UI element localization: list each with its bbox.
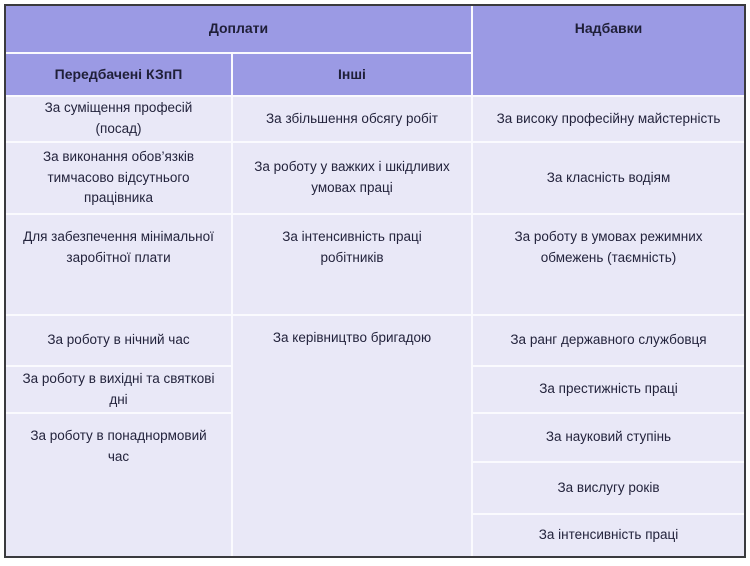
cell-kzpp-nichnyi-chas: За роботу в нічний час bbox=[6, 316, 231, 365]
header-nadbavky: Надбавки bbox=[473, 6, 744, 95]
header-doplaty: Доплати bbox=[6, 6, 471, 52]
cell-kzpp-vykhidni-sviatkovi: За роботу в вихідні та святкові дні bbox=[6, 367, 231, 412]
cell-inshi-zbilshennia-obsiahu: За збільшення обсягу робіт bbox=[233, 97, 471, 141]
cell-kzpp-vykonannia-oboviazkiv: За виконання обов’язків тимчасово відсутнього працівника bbox=[6, 143, 231, 213]
cell-nadbavky-maisternist: За високу професійну майстерність bbox=[473, 97, 744, 141]
cell-nadbavky-prestyzhnist: За престижність праці bbox=[473, 367, 744, 412]
cell-nadbavky-naukovyi-stupin: За науковий ступінь bbox=[473, 414, 744, 461]
cell-nadbavky-klasnist-vodiiam: За класність водіям bbox=[473, 143, 744, 213]
cell-inshi-kerivnytstvo-bryhadoiu: За керівництво бригадою bbox=[233, 316, 471, 556]
payments-classification-table bbox=[4, 4, 746, 558]
cell-nadbavky-intensyvnist-pratsi: За інтенсивність праці bbox=[473, 515, 744, 556]
header-peredbacheni-kzpp: Передбачені КЗпП bbox=[6, 54, 231, 95]
cell-kzpp-ponadnormovyi: За роботу в понаднормовий час bbox=[6, 414, 231, 556]
cell-inshi-intensyvnist-robitnykiv: За інтенсивність праці робітників bbox=[233, 215, 471, 314]
cell-kzpp-minimalna-zarplata: Для забезпечення мінімальної заробітної плати bbox=[6, 215, 231, 314]
header-inshi: Інші bbox=[233, 54, 471, 95]
cell-nadbavky-rezhymni-obmezhennia: За роботу в умовах режимних обмежень (таємність) bbox=[473, 215, 744, 314]
cell-inshi-vazhki-shkidlyvi: За роботу у важких і шкідливих умовах праці bbox=[233, 143, 471, 213]
cell-nadbavky-vysluha-rokiv: За вислугу років bbox=[473, 463, 744, 513]
cell-kzpp-sumishchennia: За суміщення професій (посад) bbox=[6, 97, 231, 141]
cell-nadbavky-ranh-sluzhbovtsia: За ранг державного службовця bbox=[473, 316, 744, 365]
